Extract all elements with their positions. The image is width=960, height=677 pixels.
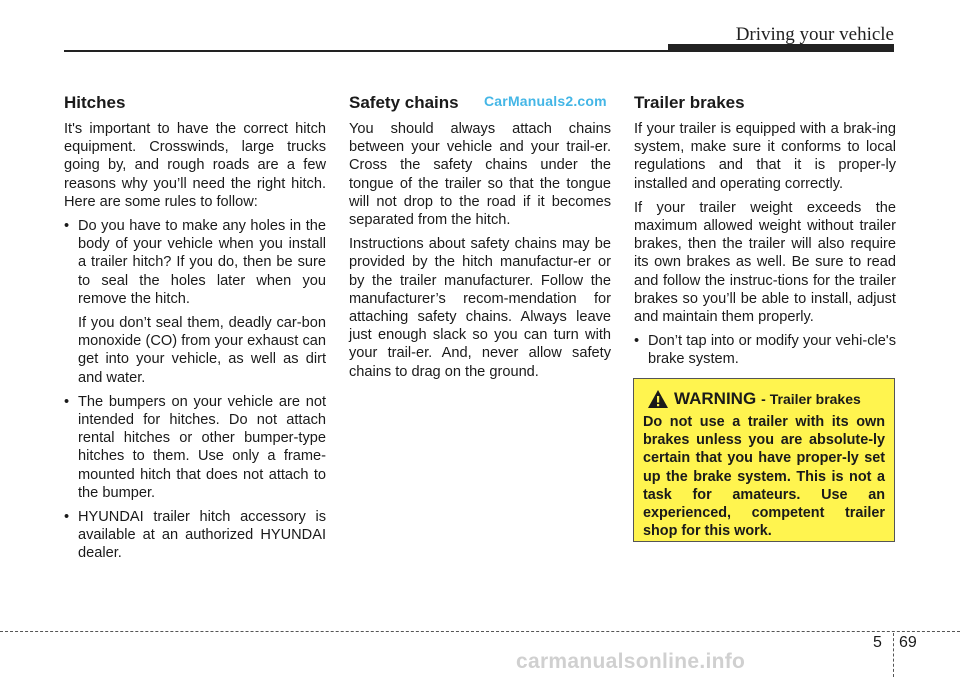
- warning-subtitle: - Trailer brakes: [761, 391, 861, 407]
- hitches-intro: It's important to have the correct hitch equipment. Crosswinds, large trucks going by, and rough roads are a few reasons why you’ll need the right hitch. Here are some rules to follow:: [64, 121, 326, 210]
- hitches-bullet-holes: Do you have to make any holes in the body of your vehicle when you install a trailer hitch? If you do, then be sure to seal the holes later when you remove the hitch.: [78, 218, 326, 307]
- safety-chains-heading: Safety chains: [349, 93, 459, 112]
- trailer-brakes-list: [634, 332, 896, 368]
- list-item: [64, 393, 326, 502]
- warning-text: Do not use a trailer with its own brakes unless you are absolute-ly certain that you have proper-ly set up the brake system. This is not a task for amateurs. Use an experienced, competent trailer shop for this work.: [643, 414, 885, 540]
- hitches-bullet-accessory: HYUNDAI trailer hitch accessory is available at an authorized HYUNDAI dealer.: [78, 509, 326, 562]
- safety-chains-para-2: Instructions about safety chains may be provided by the hitch manufactur-er or by the trailer manufacturer. Follow the manufacturer’s recom-mendation for attaching safety chains. Always leave just enough slack so you can turn with your trail-er. And, never allow safety chains to drag on the ground.: [349, 236, 611, 380]
- hitches-column: [64, 92, 326, 569]
- warning-header: [647, 389, 885, 409]
- page-number: 69: [899, 634, 917, 651]
- safety-chains-column: [349, 92, 611, 387]
- safety-chains-para-1: You should always attach chains between your vehicle and your trail-er. Cross the safety chains under the tongue of the trailer so that the tongue will not drop to the road if it becomes separated from the hitch.: [349, 121, 611, 229]
- list-item: [64, 508, 326, 563]
- warning-label: WARNING: [674, 389, 757, 408]
- watermark-link[interactable]: CarManuals2.com: [484, 93, 607, 109]
- footer-rule: [0, 631, 960, 632]
- trailer-brakes-bullet: Don’t tap into or modify your vehi-cle's brake system.: [648, 333, 896, 368]
- chapter-number: 5: [873, 634, 882, 651]
- trailer-brakes-para-1: If your trailer is equipped with a brak-ing system, make sure it conforms to local regulations and that it is proper-ly installed and operating correctly.: [634, 121, 896, 192]
- hitches-bullet-holes-followup: If you don’t seal them, deadly car-bon monoxide (CO) from your exhaust can get into your vehicle, as well as dirt and water.: [78, 315, 326, 386]
- trailer-brakes-para-2: If your trailer weight exceeds the maximum allowed weight without trailer brakes, then the trailer will also require its own brakes as well. Be sure to read and follow the instruc-tions for the trailer brakes so you’ll be able to install, adjust and maintain them properly.: [634, 199, 896, 326]
- section-title: Driving your vehicle: [735, 24, 894, 45]
- hitches-rules-list: [64, 217, 326, 563]
- hitches-heading: Hitches: [64, 93, 126, 112]
- trailer-brakes-column: [634, 92, 896, 375]
- trailer-brakes-heading: Trailer brakes: [634, 93, 745, 112]
- warning-triangle-icon: [647, 389, 669, 409]
- page-number-divider: [893, 633, 894, 677]
- hitches-bullet-bumpers: The bumpers on your vehicle are not intended for hitches. Do not attach rental hitches or other bumper-type hitches to them. Use only a frame-mounted hitch that does not attach to the bumper.: [78, 393, 326, 501]
- footer-watermark: carmanualsonline.info: [516, 650, 746, 673]
- list-item: [64, 217, 326, 387]
- warning-box: [633, 378, 895, 542]
- list-item: [634, 332, 896, 368]
